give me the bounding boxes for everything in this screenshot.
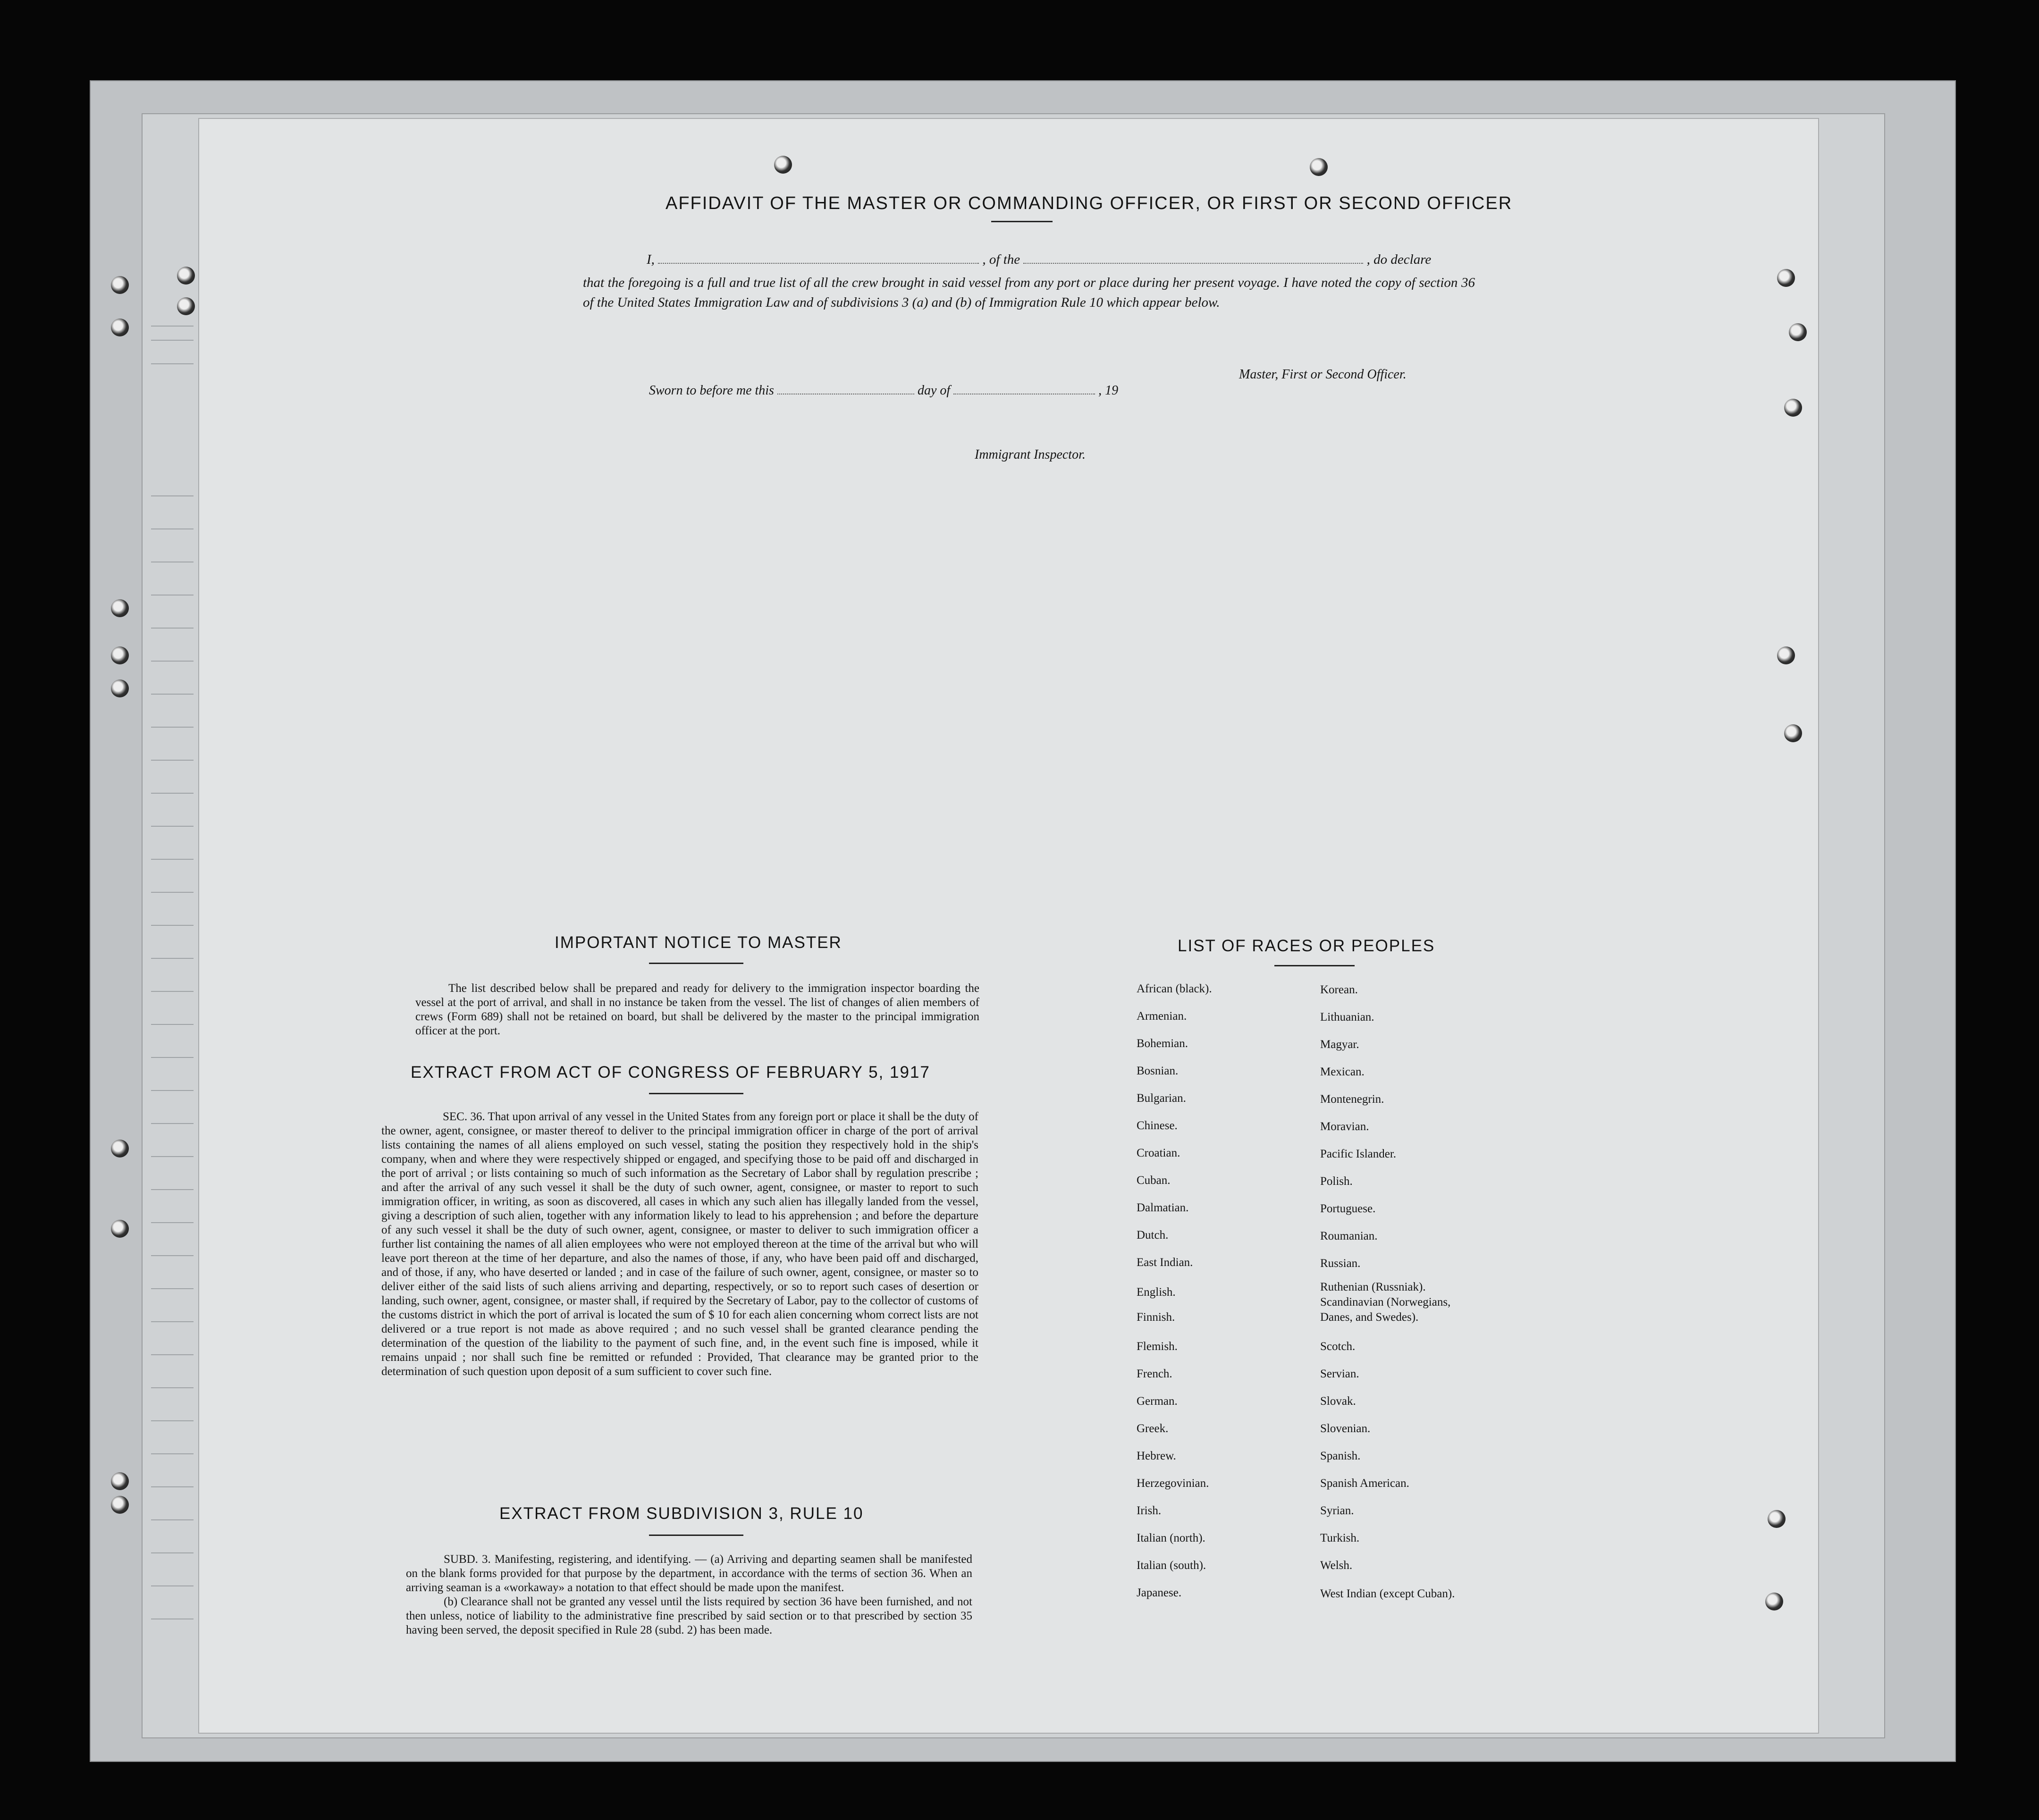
subdivision-para-a: SUBD. 3. Manifesting, registering, and identifying. — (a) Arriving and departing seamen shall be manifested on the blank forms provided for that purpose by the department, in accordance with the terms of section 36. When an arriving seaman is a «workaway» a notation to that effect should be made upon the manifest. xyxy=(406,1553,972,1594)
race-item: Scandinavian (Norwegians, xyxy=(1320,1296,1451,1308)
race-item: Montenegrin. xyxy=(1320,1093,1384,1106)
race-item: Irish. xyxy=(1137,1504,1162,1517)
race-item: Cuban. xyxy=(1137,1174,1171,1187)
race-item: Slovak. xyxy=(1320,1395,1356,1408)
extract-subdivision-rule xyxy=(649,1535,743,1536)
race-item: French. xyxy=(1137,1367,1172,1380)
race-item: Scotch. xyxy=(1320,1340,1356,1353)
race-item: Pacific Islander. xyxy=(1320,1148,1397,1160)
race-item: Finnish. xyxy=(1137,1311,1175,1324)
race-item: Polish. xyxy=(1320,1175,1353,1188)
race-item: African (black). xyxy=(1137,982,1212,995)
race-item: Greek. xyxy=(1137,1422,1169,1435)
race-item: West Indian (except Cuban). xyxy=(1320,1587,1455,1600)
sworn-label: Sworn to before me this xyxy=(649,383,774,398)
subdivision-text xyxy=(406,1552,972,1637)
race-item: Turkish. xyxy=(1320,1532,1360,1544)
races-title: LIST OF RACES OR PEOPLES xyxy=(1178,937,1435,955)
extract-act-title: EXTRACT FROM ACT OF CONGRESS OF FEBRUARY 5, 1917 xyxy=(411,1063,930,1082)
extract-subdivision-title: EXTRACT FROM SUBDIVISION 3, RULE 10 xyxy=(499,1504,864,1523)
inspector-label: Immigrant Inspector. xyxy=(975,447,1086,462)
race-item: Japanese. xyxy=(1137,1586,1182,1599)
do-declare-label: , do declare xyxy=(1366,252,1432,267)
race-item: Roumanian. xyxy=(1320,1230,1378,1242)
officer-name-field[interactable] xyxy=(658,263,979,264)
year-label: , 19 xyxy=(1098,383,1119,398)
race-item: Magyar. xyxy=(1320,1038,1359,1051)
race-item: Ruthenian (Russniak). xyxy=(1320,1281,1426,1293)
notice-title: IMPORTANT NOTICE TO MASTER xyxy=(555,933,842,952)
master-signature-label: Master, First or Second Officer. xyxy=(1239,367,1407,382)
race-item: Hebrew. xyxy=(1137,1450,1176,1462)
race-item: Spanish American. xyxy=(1320,1477,1409,1490)
race-item: Korean. xyxy=(1320,983,1358,996)
title-rule xyxy=(991,221,1053,222)
day-of-label: day of xyxy=(917,383,951,398)
race-item: Bohemian. xyxy=(1137,1037,1188,1050)
race-item: Moravian. xyxy=(1320,1120,1369,1133)
section-36-text: SEC. 36. That upon arrival of any vessel in the United States from any foreign port or place it shall be the duty of the owner, agent, consignee, or master thereof to deliver to the principal immigration officer in charge of the port of arrival lists containing the names of all aliens employed on such vessel, stating the position they respectively hold in the ship's company, when and where they were respectively shipped or engaged, and specifying those to be paid off and discharged in the port of arrival ; or lists containing so much of such information as the Secretary of Labor shall by regulation prescribe ; and after the arrival of any such vessel it shall be the duty of such owner, agent, consignee, or master to report to such immigration officer, in writing, as soon as discovered, all cases in which any such alien has illegally landed from the vessel, giving a description of such alien, together with any information likely to lead to his apprehension ; and before the departure of any such vessel it shall be the duty of such owner, agent, consignee, or master to deliver to such immigration officer a further list containing the names of all alien employees who were not employed thereon at the time of the arrival but who will leave port thereon at the time of her departure, and also the names of those, if any, who have been paid off and discharged, and of those, if any, who have deserted or landed ; and in case of the failure of such owner, agent, consignee, or master so to deliver either of the said lists of such aliens arriving and departing, respectively, or so to report such cases of desertion or landing, such owner, agent, consignee, or master shall, if required by the Secretary of Labor, pay to the collector of customs of the customs district in which the port of arrival is located the sum of $ 10 for each alien concerning whom correct lists are not delivered or a true report is not made as above required ; and no such vessel shall be granted clearance pending the determination of the question of the liability to the payment of such fine, and, in the event such fine is imposed, while it remains unpaid ; nor shall such fine be remitted or refunded : Provided, That clearance may be granted prior to the determination of such question upon deposit of a sum sufficient to cover such fine. xyxy=(381,1110,978,1378)
extract-act-rule xyxy=(649,1093,743,1094)
race-item: East Indian. xyxy=(1137,1256,1193,1269)
race-item: Italian (south). xyxy=(1137,1559,1206,1572)
race-item: German. xyxy=(1137,1395,1178,1408)
race-item: Slovenian. xyxy=(1320,1422,1371,1435)
race-item: Syrian. xyxy=(1320,1504,1354,1517)
declaration-line xyxy=(647,252,1431,268)
race-item: Servian. xyxy=(1320,1367,1359,1380)
race-item: Croatian. xyxy=(1137,1147,1180,1159)
race-item: Lithuanian. xyxy=(1320,1011,1374,1023)
form-sheet xyxy=(198,118,1819,1734)
race-item: Bosnian. xyxy=(1137,1065,1179,1077)
race-item: Armenian. xyxy=(1137,1010,1187,1023)
notice-body: The list described below shall be prepared and ready for delivery to the immigration inspector boarding the vessel at the port of arrival, and shall in no instance be taken from the vessel. The list of changes of alien members of crews (Form 689) shall not be retained on board, but shall be delivered by the master to the principal immigration officer at the port. xyxy=(415,982,979,1037)
declaration-body: that the foregoing is a full and true list of all the crew brought in said vessel from any port or place during her present voyage. I have noted the copy of section 36 of the United States Immigration Law and of subdivisions 3 (a) and (b) of Immigration Rule 10 which appear below. xyxy=(583,275,1475,310)
race-item: Dutch. xyxy=(1137,1229,1169,1241)
race-item: Russian. xyxy=(1320,1257,1361,1270)
races-rule xyxy=(1274,965,1355,966)
race-item: Italian (north). xyxy=(1137,1532,1205,1544)
affidavit-title: AFFIDAVIT OF THE MASTER OR COMMANDING OFFICER, OR FIRST OR SECOND OFFICER xyxy=(666,193,1513,213)
vessel-name-field[interactable] xyxy=(1023,263,1363,264)
race-item: Welsh. xyxy=(1320,1559,1353,1572)
race-item: Spanish. xyxy=(1320,1450,1361,1462)
race-item: Chinese. xyxy=(1137,1119,1178,1132)
i-label: I, xyxy=(647,252,655,267)
notice-rule xyxy=(649,963,743,964)
subdivision-para-b: (b) Clearance shall not be granted any vessel until the lists required by section 36 have been furnished, and not then unless, notice of liability to the administrative fine prescribed by said section or to that prescribed by section 35 having been served, the deposit specified in Rule 28 (subd. 2) has been made. xyxy=(406,1595,972,1636)
race-item: Portuguese. xyxy=(1320,1202,1376,1215)
race-item: Flemish. xyxy=(1137,1340,1178,1353)
sworn-line xyxy=(649,383,1118,398)
race-item: Bulgarian. xyxy=(1137,1092,1186,1105)
of-the-label: , of the xyxy=(982,252,1020,267)
race-item: Mexican. xyxy=(1320,1065,1365,1078)
race-item: Herzegovinian. xyxy=(1137,1477,1209,1490)
race-item: Dalmatian. xyxy=(1137,1201,1189,1214)
race-item: Danes, and Swedes). xyxy=(1320,1311,1419,1324)
race-item: English. xyxy=(1137,1286,1176,1299)
